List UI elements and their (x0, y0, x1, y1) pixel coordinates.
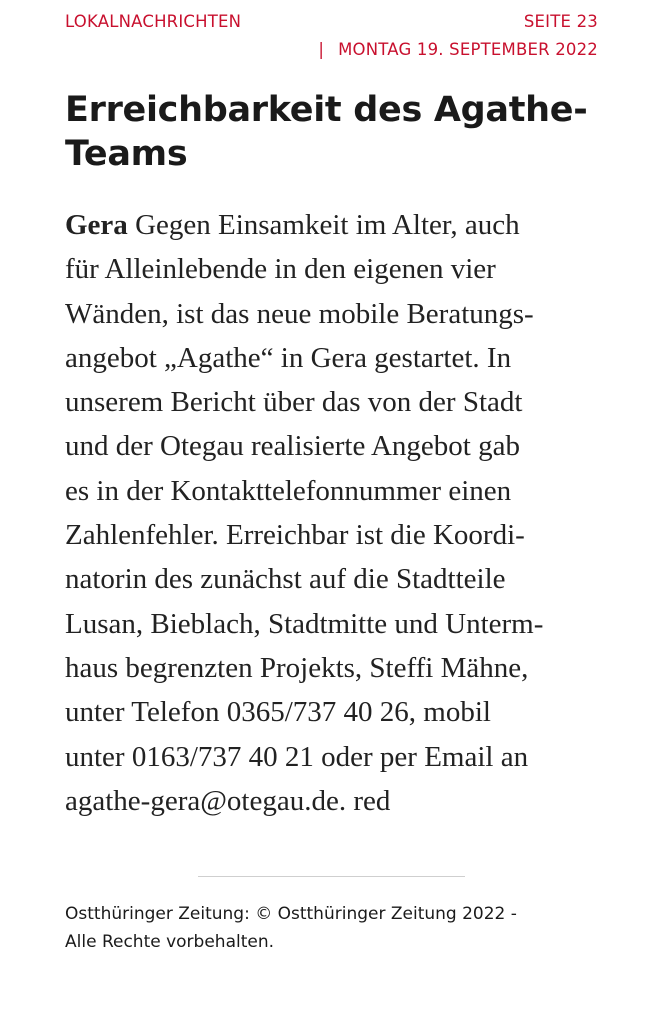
section-label: LOKALNACHRICHTEN (65, 12, 242, 31)
body-line: unter Telefon 0365/737 40 26, mobil (65, 696, 491, 729)
body-line-text: Gegen Einsamkeit im Alter, auch (127, 209, 520, 241)
body-line: natorin des zunächst auf die Stadtteile (65, 563, 506, 596)
body-line: angebot „Agathe“ in Gera gestartet. In (65, 341, 512, 374)
body-line: Lusan, Bieblach, Stadtmitte und Unterm- (65, 607, 544, 640)
headline (65, 88, 605, 176)
body-line: und der Otegau realisierte Angebot gab (65, 430, 520, 463)
publication-date-line (318, 40, 598, 59)
headline-line-2: Teams (65, 134, 188, 174)
article-header (65, 12, 598, 68)
body-line: Wänden, ist das neue mobile Beratungs- (65, 297, 534, 330)
body-line: haus begrenzten Projekts, Steffi Mähne, (65, 651, 529, 684)
article-body (65, 203, 605, 823)
body-line (65, 203, 605, 247)
copyright-line-1: Ostthüringer Zeitung: © Ostthüringer Zeitung 2022 - (65, 904, 517, 924)
date-separator: | (318, 40, 325, 59)
body-line: es in der Kontakttelefonnummer einen (65, 474, 512, 507)
body-line: für Alleinlebende in den eigenen vier (65, 253, 496, 286)
footer-divider (198, 876, 465, 877)
copyright-footer (65, 900, 605, 956)
page-number: SEITE 23 (523, 12, 598, 31)
copyright-line-2: Alle Rechte vorbehalten. (65, 932, 275, 952)
body-line: Zahlenfehler. Erreichbar ist die Koordi- (65, 519, 525, 552)
publication-date: MONTAG 19. SEPTEMBER 2022 (338, 40, 598, 59)
body-line: agathe-gera@otegau.de. red (65, 784, 391, 817)
dateline: Gera (65, 209, 128, 241)
headline-line-1: Erreichbarkeit des Agathe- (65, 90, 588, 130)
body-line: unter 0163/737 40 21 oder per Email an (65, 740, 529, 773)
body-line: unserem Bericht über das von der Stadt (65, 386, 523, 419)
